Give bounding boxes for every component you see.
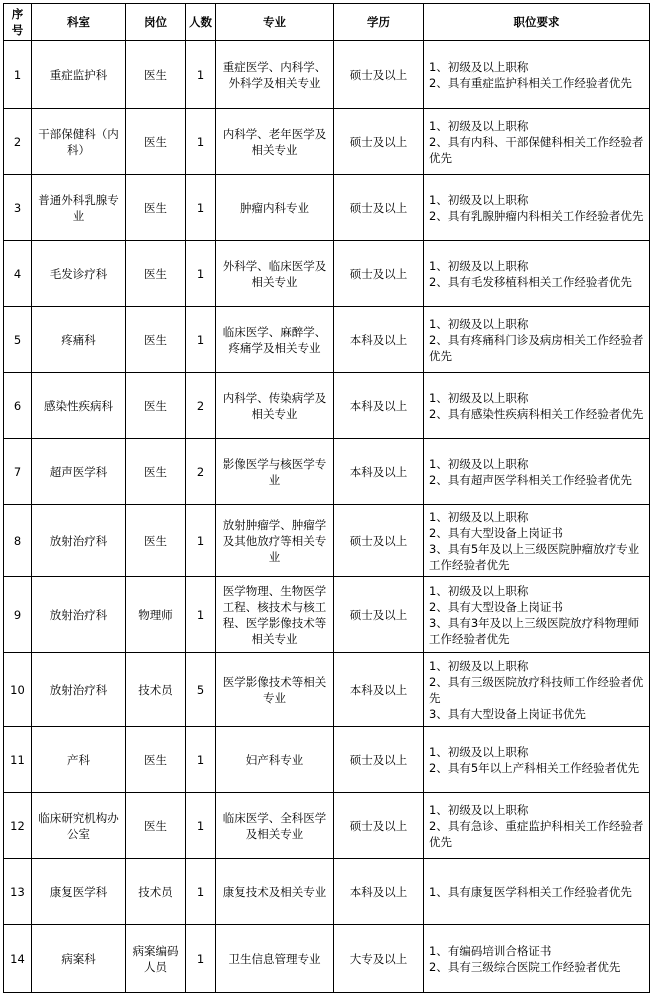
requirement-line: 2、具有大型设备上岗证书	[429, 599, 563, 614]
table-row	[4, 175, 650, 241]
cell-major: 医学影像技术等相关专业	[216, 653, 334, 727]
table-row	[4, 439, 650, 505]
cell-department: 超声医学科	[32, 439, 126, 505]
cell-education: 本科及以上	[334, 373, 424, 439]
cell-index: 4	[4, 241, 32, 307]
cell-index: 10	[4, 653, 32, 727]
cell-department: 干部保健科（内科）	[32, 109, 126, 175]
cell-requirements	[424, 175, 650, 241]
requirement-line: 2、具有内科、干部保健科相关工作经验者优先	[429, 134, 644, 165]
requirement-line: 3、具有大型设备上岗证书优先	[429, 706, 586, 721]
requirement-line: 2、具有毛发移植科相关工作经验者优先	[429, 274, 632, 289]
header-index: 序号	[4, 4, 32, 41]
cell-department: 产科	[32, 727, 126, 793]
cell-index: 9	[4, 577, 32, 653]
table-row	[4, 653, 650, 727]
cell-department: 疼痛科	[32, 307, 126, 373]
cell-major: 康复技术及相关专业	[216, 859, 334, 925]
requirement-line: 1、初级及以上职称	[429, 192, 529, 207]
cell-major: 放射肿瘤学、肿瘤学及其他放疗等相关专业	[216, 505, 334, 577]
cell-position: 技术员	[126, 653, 186, 727]
cell-position: 医生	[126, 175, 186, 241]
cell-major: 妇产科专业	[216, 727, 334, 793]
requirement-line: 1、初级及以上职称	[429, 390, 529, 405]
cell-position: 医生	[126, 241, 186, 307]
cell-count: 1	[186, 109, 216, 175]
header-department: 科室	[32, 4, 126, 41]
cell-requirements	[424, 373, 650, 439]
cell-count: 1	[186, 175, 216, 241]
table-row	[4, 109, 650, 175]
cell-count: 5	[186, 653, 216, 727]
cell-index: 8	[4, 505, 32, 577]
cell-department: 放射治疗科	[32, 505, 126, 577]
cell-position: 技术员	[126, 859, 186, 925]
cell-position: 医生	[126, 307, 186, 373]
cell-index: 2	[4, 109, 32, 175]
cell-requirements	[424, 241, 650, 307]
cell-count: 1	[186, 241, 216, 307]
cell-index: 6	[4, 373, 32, 439]
requirement-line: 1、初级及以上职称	[429, 258, 529, 273]
cell-index: 5	[4, 307, 32, 373]
cell-department: 重症监护科	[32, 41, 126, 109]
cell-education: 硕士及以上	[334, 41, 424, 109]
cell-major: 肿瘤内科专业	[216, 175, 334, 241]
requirement-line: 2、具有5年以上产科相关工作经验者优先	[429, 760, 640, 775]
requirement-line: 2、具有急诊、重症监护科相关工作经验者优先	[429, 818, 644, 849]
cell-position: 医生	[126, 793, 186, 859]
table-body	[4, 41, 650, 993]
cell-education: 本科及以上	[334, 859, 424, 925]
cell-requirements	[424, 307, 650, 373]
cell-requirements	[424, 439, 650, 505]
header-requirements: 职位要求	[424, 4, 650, 41]
header-row	[4, 4, 650, 41]
requirement-line: 3、具有5年及以上三级医院肿瘤放疗专业工作经验者优先	[429, 541, 640, 572]
cell-department: 放射治疗科	[32, 653, 126, 727]
cell-education: 本科及以上	[334, 653, 424, 727]
cell-major: 内科学、传染病学及相关专业	[216, 373, 334, 439]
table-row	[4, 307, 650, 373]
header-position: 岗位	[126, 4, 186, 41]
requirement-line: 1、初级及以上职称	[429, 118, 529, 133]
cell-education: 本科及以上	[334, 439, 424, 505]
job-requirements-table	[3, 3, 650, 993]
cell-index: 3	[4, 175, 32, 241]
header-count: 人数	[186, 4, 216, 41]
header-major: 专业	[216, 4, 334, 41]
cell-major: 卫生信息管理专业	[216, 925, 334, 993]
table-row	[4, 727, 650, 793]
table-row	[4, 41, 650, 109]
cell-requirements	[424, 859, 650, 925]
requirement-line: 2、具有感染性疾病科相关工作经验者优先	[429, 406, 644, 421]
cell-major: 重症医学、内科学、外科学及相关专业	[216, 41, 334, 109]
requirement-line: 1、初级及以上职称	[429, 59, 529, 74]
cell-education: 硕士及以上	[334, 241, 424, 307]
cell-index: 13	[4, 859, 32, 925]
cell-requirements	[424, 653, 650, 727]
table-row	[4, 577, 650, 653]
cell-major: 临床医学、麻醉学、疼痛学及相关专业	[216, 307, 334, 373]
cell-education: 硕士及以上	[334, 793, 424, 859]
cell-index: 12	[4, 793, 32, 859]
requirement-line: 2、具有疼痛科门诊及病房相关工作经验者优先	[429, 332, 644, 363]
cell-department: 感染性疾病科	[32, 373, 126, 439]
cell-requirements	[424, 727, 650, 793]
cell-department: 毛发诊疗科	[32, 241, 126, 307]
cell-education: 本科及以上	[334, 307, 424, 373]
table-row	[4, 859, 650, 925]
cell-department: 临床研究机构办公室	[32, 793, 126, 859]
cell-count: 1	[186, 793, 216, 859]
table-row	[4, 925, 650, 993]
cell-education: 硕士及以上	[334, 727, 424, 793]
table-row	[4, 241, 650, 307]
cell-position: 医生	[126, 505, 186, 577]
cell-position: 物理师	[126, 577, 186, 653]
cell-department: 病案科	[32, 925, 126, 993]
cell-education: 硕士及以上	[334, 577, 424, 653]
cell-major: 影像医学与核医学专业	[216, 439, 334, 505]
cell-requirements	[424, 793, 650, 859]
cell-index: 7	[4, 439, 32, 505]
cell-requirements	[424, 41, 650, 109]
cell-requirements	[424, 577, 650, 653]
requirement-line: 1、初级及以上职称	[429, 744, 529, 759]
cell-position: 医生	[126, 727, 186, 793]
table-row	[4, 505, 650, 577]
requirement-line: 2、具有大型设备上岗证书	[429, 525, 563, 540]
cell-count: 1	[186, 505, 216, 577]
requirement-line: 2、具有乳腺肿瘤内科相关工作经验者优先	[429, 208, 644, 223]
cell-department: 普通外科乳腺专业	[32, 175, 126, 241]
cell-requirements	[424, 109, 650, 175]
requirement-line: 2、具有超声医学科相关工作经验者优先	[429, 472, 632, 487]
cell-requirements	[424, 505, 650, 577]
cell-index: 11	[4, 727, 32, 793]
cell-count: 2	[186, 373, 216, 439]
requirement-line: 2、具有三级综合医院工作经验者优先	[429, 959, 621, 974]
requirement-line: 1、初级及以上职称	[429, 583, 529, 598]
cell-major: 医学物理、生物医学工程、核技术与核工程、医学影像技术等相关专业	[216, 577, 334, 653]
requirement-line: 2、具有三级医院放疗科技师工作经验者优先	[429, 674, 644, 705]
cell-department: 放射治疗科	[32, 577, 126, 653]
cell-position: 病案编码人员	[126, 925, 186, 993]
cell-index: 1	[4, 41, 32, 109]
requirement-line: 1、初级及以上职称	[429, 802, 529, 817]
cell-position: 医生	[126, 439, 186, 505]
cell-position: 医生	[126, 41, 186, 109]
cell-count: 1	[186, 41, 216, 109]
requirement-line: 1、初级及以上职称	[429, 509, 529, 524]
requirement-line: 1、具有康复医学科相关工作经验者优先	[429, 884, 632, 899]
cell-education: 硕士及以上	[334, 109, 424, 175]
requirement-line: 2、具有重症监护科相关工作经验者优先	[429, 75, 632, 90]
requirement-line: 1、有编码培训合格证书	[429, 943, 552, 958]
table-row	[4, 373, 650, 439]
cell-requirements	[424, 925, 650, 993]
cell-education: 硕士及以上	[334, 175, 424, 241]
cell-count: 2	[186, 439, 216, 505]
cell-department: 康复医学科	[32, 859, 126, 925]
cell-education: 大专及以上	[334, 925, 424, 993]
cell-position: 医生	[126, 109, 186, 175]
cell-count: 1	[186, 577, 216, 653]
table-row	[4, 793, 650, 859]
cell-index: 14	[4, 925, 32, 993]
cell-count: 1	[186, 307, 216, 373]
cell-position: 医生	[126, 373, 186, 439]
cell-count: 1	[186, 859, 216, 925]
cell-count: 1	[186, 727, 216, 793]
header-education: 学历	[334, 4, 424, 41]
requirement-line: 3、具有3年及以上三级医院放疗科物理师工作经验者优先	[429, 615, 640, 646]
requirement-line: 1、初级及以上职称	[429, 658, 529, 673]
requirement-line: 1、初级及以上职称	[429, 316, 529, 331]
cell-count: 1	[186, 925, 216, 993]
requirement-line: 1、初级及以上职称	[429, 456, 529, 471]
cell-major: 外科学、临床医学及相关专业	[216, 241, 334, 307]
cell-major: 内科学、老年医学及相关专业	[216, 109, 334, 175]
cell-major: 临床医学、全科医学及相关专业	[216, 793, 334, 859]
cell-education: 硕士及以上	[334, 505, 424, 577]
